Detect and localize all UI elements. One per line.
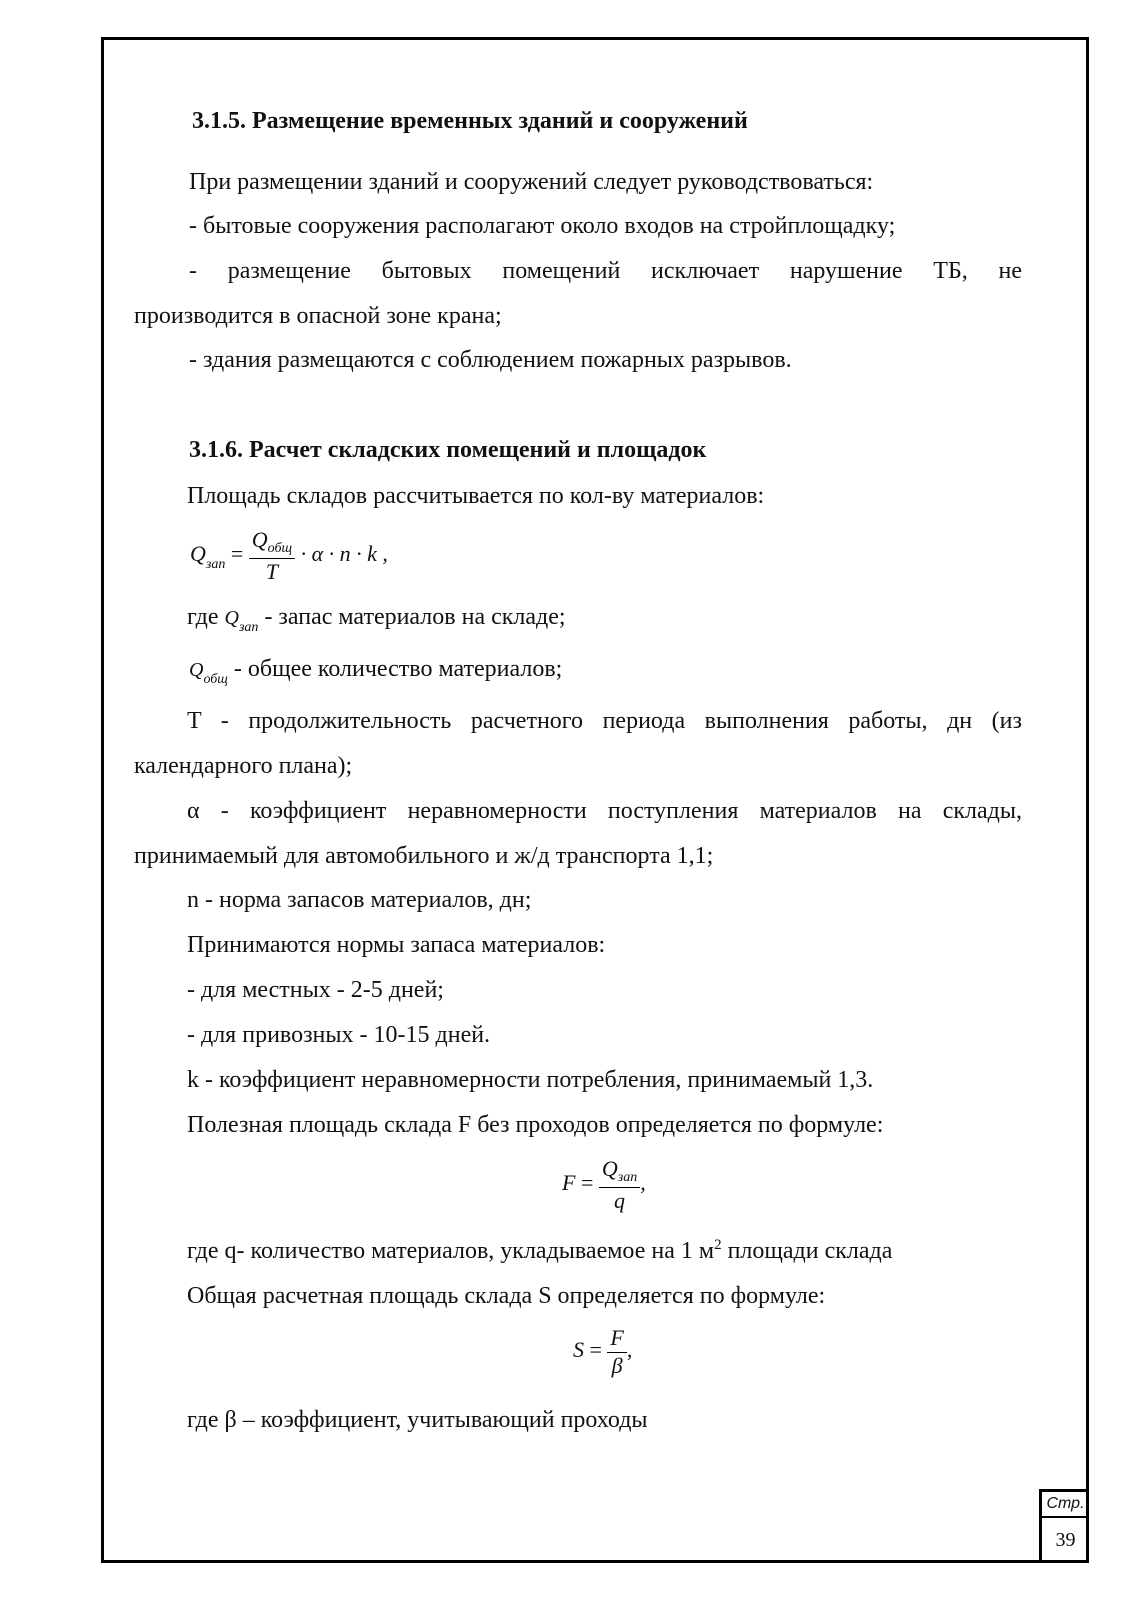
formula-fraction: [607, 1325, 626, 1379]
formula-f: [562, 1156, 646, 1214]
stamp-label: Стр.: [1042, 1492, 1089, 1518]
paragraph-line: α - коэффициент неравномерности поступления материалов на склады,: [187, 798, 1022, 824]
paragraph-line: производится в опасной зоне крана;: [134, 303, 502, 329]
symbol-q: Q: [224, 607, 239, 629]
formula-rest: ,: [640, 1170, 646, 1196]
definition-tail: площади склада: [721, 1238, 893, 1264]
definition-text: - запас материалов на складе;: [264, 604, 566, 630]
fraction-denominator: T: [265, 559, 279, 584]
formula-lhs: S: [573, 1337, 584, 1363]
paragraph-line: - здания размещаются с соблюдением пожарных разрывов.: [189, 347, 792, 373]
paragraph-line: Площадь складов рассчитывается по кол-ву материалов:: [187, 483, 765, 509]
formula-rest: ,: [626, 1337, 633, 1363]
formula-s: [573, 1325, 632, 1379]
symbol-subscript: общ: [203, 672, 228, 687]
fraction-numerator-subscript: зап: [617, 1170, 638, 1185]
fraction-numerator: Q: [251, 527, 268, 552]
paragraph-line: - для местных - 2-5 дней;: [187, 977, 444, 1003]
fraction-numerator-subscript: общ: [267, 541, 293, 556]
section-heading-3-1-6: 3.1.6. Расчет складских помещений и площадок: [189, 437, 707, 463]
definition-q-obshch: [189, 654, 562, 688]
formula-equals: =: [580, 1170, 594, 1196]
symbol-q: Q: [189, 659, 204, 681]
paragraph-line: принимаемый для автомобильного и ж/д транспорта 1,1;: [134, 843, 714, 869]
paragraph-line: При размещении зданий и сооружений следует руководствоваться:: [189, 169, 874, 195]
fraction-numerator: Q: [601, 1156, 618, 1181]
paragraph-line: - бытовые сооружения располагают около входов на стройплощадку;: [189, 213, 896, 239]
paragraph-line: календарного плана);: [134, 753, 353, 779]
symbol-subscript: зап: [238, 620, 259, 635]
formula-fraction: [249, 527, 295, 585]
definition-text: где q- количество материалов, укладываемое на 1 м: [187, 1238, 715, 1264]
formula-equals: =: [589, 1337, 602, 1363]
formula-equals: =: [230, 541, 244, 567]
page-number-stamp: [1039, 1489, 1089, 1563]
where-prefix: где: [187, 604, 219, 630]
paragraph-line: k - коэффициент неравномерности потребления, принимаемый 1,3.: [187, 1067, 874, 1093]
paragraph-line: T - продолжительность расчетного периода выполнения работы, дн (из: [187, 708, 1022, 734]
paragraph-line: - для привозных - 10-15 дней.: [187, 1022, 491, 1048]
paragraph-line: Полезная площадь склада F без проходов определяется по формуле:: [187, 1112, 884, 1138]
formula-lhs-subscript: зап: [205, 557, 226, 573]
fraction-numerator: F: [607, 1325, 626, 1353]
definition-q: [187, 1236, 892, 1269]
formula-q-zap: [190, 527, 388, 585]
paragraph-line: Общая расчетная площадь склада S определяется по формуле:: [187, 1283, 826, 1309]
definition-q-zap: [187, 602, 566, 636]
formula-rest: · α · n · k ,: [300, 541, 388, 567]
formula-fraction: [599, 1156, 640, 1214]
page-number: 39: [1055, 1529, 1076, 1551]
section-heading-3-1-5: 3.1.5. Размещение временных зданий и сооружений: [192, 108, 748, 134]
definition-text: - общее количество материалов;: [233, 656, 563, 682]
paragraph-line: Принимаются нормы запаса материалов:: [187, 932, 606, 958]
superscript: 2: [714, 1237, 722, 1253]
paragraph-line: - размещение бытовых помещений исключает нарушение ТБ, не: [189, 258, 1022, 284]
formula-lhs: Q: [190, 541, 206, 567]
fraction-denominator: q: [614, 1188, 626, 1213]
formula-lhs: F: [562, 1170, 576, 1196]
paragraph-line: n - норма запасов материалов, дн;: [187, 887, 532, 913]
fraction-denominator: β: [611, 1353, 623, 1378]
definition-beta: где β – коэффициент, учитывающий проходы: [187, 1407, 648, 1433]
